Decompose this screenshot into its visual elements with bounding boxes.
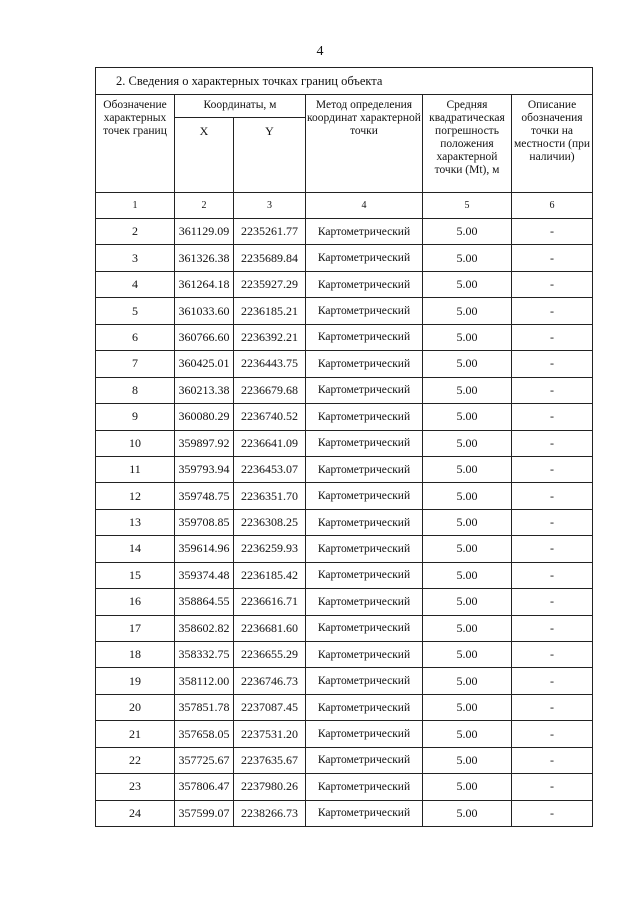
error-cell: 5.00 bbox=[423, 324, 512, 350]
method-cell: Картометрический bbox=[306, 298, 423, 324]
error-cell: 5.00 bbox=[423, 800, 512, 826]
table-row bbox=[96, 298, 593, 324]
point-cell: 22 bbox=[96, 747, 175, 773]
method-cell: Картометрический bbox=[306, 589, 423, 615]
error-cell: 5.00 bbox=[423, 219, 512, 245]
x-cell: 359748.75 bbox=[175, 483, 234, 509]
column-number: 2 bbox=[175, 193, 234, 219]
method-cell: Картометрический bbox=[306, 351, 423, 377]
description-cell: - bbox=[512, 324, 593, 350]
x-cell: 361129.09 bbox=[175, 219, 234, 245]
y-cell: 2237087.45 bbox=[234, 694, 306, 720]
point-cell: 24 bbox=[96, 800, 175, 826]
method-cell: Картометрический bbox=[306, 324, 423, 350]
description-cell: - bbox=[512, 747, 593, 773]
x-cell: 357599.07 bbox=[175, 800, 234, 826]
error-cell: 5.00 bbox=[423, 456, 512, 482]
x-cell: 357725.67 bbox=[175, 747, 234, 773]
x-cell: 359374.48 bbox=[175, 562, 234, 588]
method-cell: Картометрический bbox=[306, 536, 423, 562]
x-cell: 359614.96 bbox=[175, 536, 234, 562]
point-cell: 14 bbox=[96, 536, 175, 562]
table-row bbox=[96, 483, 593, 509]
x-cell: 359793.94 bbox=[175, 456, 234, 482]
error-cell: 5.00 bbox=[423, 747, 512, 773]
error-cell: 5.00 bbox=[423, 483, 512, 509]
method-cell: Картометрический bbox=[306, 694, 423, 720]
x-cell: 357851.78 bbox=[175, 694, 234, 720]
error-cell: 5.00 bbox=[423, 430, 512, 456]
header-y: Y bbox=[234, 118, 306, 193]
point-cell: 16 bbox=[96, 589, 175, 615]
table-row bbox=[96, 351, 593, 377]
y-cell: 2235689.84 bbox=[234, 245, 306, 271]
x-cell: 358112.00 bbox=[175, 668, 234, 694]
page-number: 4 bbox=[316, 44, 324, 59]
description-cell: - bbox=[512, 800, 593, 826]
x-cell: 358864.55 bbox=[175, 589, 234, 615]
method-cell: Картометрический bbox=[306, 642, 423, 668]
x-cell: 360425.01 bbox=[175, 351, 234, 377]
method-cell: Картометрический bbox=[306, 245, 423, 271]
x-cell: 357806.47 bbox=[175, 774, 234, 800]
table-row bbox=[96, 509, 593, 535]
x-cell: 358332.75 bbox=[175, 642, 234, 668]
description-cell: - bbox=[512, 456, 593, 482]
y-cell: 2237980.26 bbox=[234, 774, 306, 800]
error-cell: 5.00 bbox=[423, 351, 512, 377]
error-cell: 5.00 bbox=[423, 404, 512, 430]
y-cell: 2238266.73 bbox=[234, 800, 306, 826]
table-row bbox=[96, 456, 593, 482]
method-cell: Картометрический bbox=[306, 774, 423, 800]
description-cell: - bbox=[512, 668, 593, 694]
header-method: Метод определения координат характерной точки bbox=[306, 95, 423, 193]
table-row bbox=[96, 271, 593, 297]
point-cell: 3 bbox=[96, 245, 175, 271]
description-cell: - bbox=[512, 404, 593, 430]
header-description: Описание обозначения точки на местности (при наличии) bbox=[512, 95, 593, 193]
error-cell: 5.00 bbox=[423, 774, 512, 800]
table-row bbox=[96, 536, 593, 562]
description-cell: - bbox=[512, 298, 593, 324]
method-cell: Картометрический bbox=[306, 456, 423, 482]
y-cell: 2235927.29 bbox=[234, 271, 306, 297]
description-cell: - bbox=[512, 483, 593, 509]
y-cell: 2236616.71 bbox=[234, 589, 306, 615]
column-number: 1 bbox=[96, 193, 175, 219]
table-row bbox=[96, 404, 593, 430]
x-cell: 359897.92 bbox=[175, 430, 234, 456]
table-row bbox=[96, 774, 593, 800]
description-cell: - bbox=[512, 694, 593, 720]
table-row bbox=[96, 245, 593, 271]
header-designation: Обозначение характерных точек границ bbox=[96, 95, 175, 193]
error-cell: 5.00 bbox=[423, 615, 512, 641]
x-cell: 359708.85 bbox=[175, 509, 234, 535]
description-cell: - bbox=[512, 589, 593, 615]
table-row bbox=[96, 694, 593, 720]
header-coordinates: Координаты, м bbox=[175, 95, 306, 118]
point-cell: 18 bbox=[96, 642, 175, 668]
description-cell: - bbox=[512, 219, 593, 245]
method-cell: Картометрический bbox=[306, 271, 423, 297]
point-cell: 7 bbox=[96, 351, 175, 377]
error-cell: 5.00 bbox=[423, 562, 512, 588]
method-cell: Картометрический bbox=[306, 430, 423, 456]
description-cell: - bbox=[512, 245, 593, 271]
x-cell: 361326.38 bbox=[175, 245, 234, 271]
y-cell: 2237635.67 bbox=[234, 747, 306, 773]
y-cell: 2236641.09 bbox=[234, 430, 306, 456]
method-cell: Картометрический bbox=[306, 615, 423, 641]
point-cell: 10 bbox=[96, 430, 175, 456]
x-cell: 360766.60 bbox=[175, 324, 234, 350]
table-row bbox=[96, 747, 593, 773]
description-cell: - bbox=[512, 642, 593, 668]
point-cell: 8 bbox=[96, 377, 175, 403]
table-row bbox=[96, 721, 593, 747]
error-cell: 5.00 bbox=[423, 694, 512, 720]
description-cell: - bbox=[512, 774, 593, 800]
point-cell: 15 bbox=[96, 562, 175, 588]
table-row bbox=[96, 430, 593, 456]
point-cell: 19 bbox=[96, 668, 175, 694]
error-cell: 5.00 bbox=[423, 668, 512, 694]
description-cell: - bbox=[512, 351, 593, 377]
description-cell: - bbox=[512, 509, 593, 535]
description-cell: - bbox=[512, 615, 593, 641]
point-cell: 6 bbox=[96, 324, 175, 350]
method-cell: Картометрический bbox=[306, 219, 423, 245]
description-cell: - bbox=[512, 536, 593, 562]
column-number: 3 bbox=[234, 193, 306, 219]
x-cell: 357658.05 bbox=[175, 721, 234, 747]
error-cell: 5.00 bbox=[423, 642, 512, 668]
table-row bbox=[96, 377, 593, 403]
method-cell: Картометрический bbox=[306, 377, 423, 403]
boundary-points-table bbox=[95, 67, 593, 827]
error-cell: 5.00 bbox=[423, 509, 512, 535]
point-cell: 4 bbox=[96, 271, 175, 297]
table-row bbox=[96, 615, 593, 641]
error-cell: 5.00 bbox=[423, 298, 512, 324]
x-cell: 361264.18 bbox=[175, 271, 234, 297]
point-cell: 17 bbox=[96, 615, 175, 641]
error-cell: 5.00 bbox=[423, 245, 512, 271]
point-cell: 23 bbox=[96, 774, 175, 800]
method-cell: Картометрический bbox=[306, 747, 423, 773]
y-cell: 2236679.68 bbox=[234, 377, 306, 403]
table-row bbox=[96, 589, 593, 615]
y-cell: 2236259.93 bbox=[234, 536, 306, 562]
error-cell: 5.00 bbox=[423, 721, 512, 747]
y-cell: 2236453.07 bbox=[234, 456, 306, 482]
point-cell: 9 bbox=[96, 404, 175, 430]
point-cell: 12 bbox=[96, 483, 175, 509]
description-cell: - bbox=[512, 721, 593, 747]
header-x: X bbox=[175, 118, 234, 193]
method-cell: Картометрический bbox=[306, 800, 423, 826]
error-cell: 5.00 bbox=[423, 536, 512, 562]
point-cell: 20 bbox=[96, 694, 175, 720]
description-cell: - bbox=[512, 430, 593, 456]
table-row bbox=[96, 668, 593, 694]
header-error: Средняя квадратическая погрешность положения характерной точки (Mt), м bbox=[423, 95, 512, 193]
y-cell: 2237531.20 bbox=[234, 721, 306, 747]
table-row bbox=[96, 800, 593, 826]
y-cell: 2236351.70 bbox=[234, 483, 306, 509]
y-cell: 2236392.21 bbox=[234, 324, 306, 350]
column-numbers-row bbox=[96, 193, 593, 219]
method-cell: Картометрический bbox=[306, 562, 423, 588]
method-cell: Картометрический bbox=[306, 404, 423, 430]
y-cell: 2235261.77 bbox=[234, 219, 306, 245]
column-number: 5 bbox=[423, 193, 512, 219]
point-cell: 2 bbox=[96, 219, 175, 245]
method-cell: Картометрический bbox=[306, 668, 423, 694]
description-cell: - bbox=[512, 377, 593, 403]
x-cell: 361033.60 bbox=[175, 298, 234, 324]
error-cell: 5.00 bbox=[423, 589, 512, 615]
table-row bbox=[96, 324, 593, 350]
method-cell: Картометрический bbox=[306, 721, 423, 747]
table-row bbox=[96, 219, 593, 245]
point-cell: 13 bbox=[96, 509, 175, 535]
column-number: 4 bbox=[306, 193, 423, 219]
y-cell: 2236746.73 bbox=[234, 668, 306, 694]
y-cell: 2236185.42 bbox=[234, 562, 306, 588]
y-cell: 2236185.21 bbox=[234, 298, 306, 324]
x-cell: 360080.29 bbox=[175, 404, 234, 430]
y-cell: 2236740.52 bbox=[234, 404, 306, 430]
y-cell: 2236681.60 bbox=[234, 615, 306, 641]
point-cell: 21 bbox=[96, 721, 175, 747]
y-cell: 2236443.75 bbox=[234, 351, 306, 377]
point-cell: 11 bbox=[96, 456, 175, 482]
description-cell: - bbox=[512, 271, 593, 297]
table-row bbox=[96, 642, 593, 668]
x-cell: 358602.82 bbox=[175, 615, 234, 641]
column-number: 6 bbox=[512, 193, 593, 219]
error-cell: 5.00 bbox=[423, 377, 512, 403]
section-title: 2. Сведения о характерных точках границ объекта bbox=[96, 68, 593, 95]
error-cell: 5.00 bbox=[423, 271, 512, 297]
y-cell: 2236308.25 bbox=[234, 509, 306, 535]
description-cell: - bbox=[512, 562, 593, 588]
method-cell: Картометрический bbox=[306, 483, 423, 509]
x-cell: 360213.38 bbox=[175, 377, 234, 403]
table-row bbox=[96, 562, 593, 588]
method-cell: Картометрический bbox=[306, 509, 423, 535]
y-cell: 2236655.29 bbox=[234, 642, 306, 668]
point-cell: 5 bbox=[96, 298, 175, 324]
